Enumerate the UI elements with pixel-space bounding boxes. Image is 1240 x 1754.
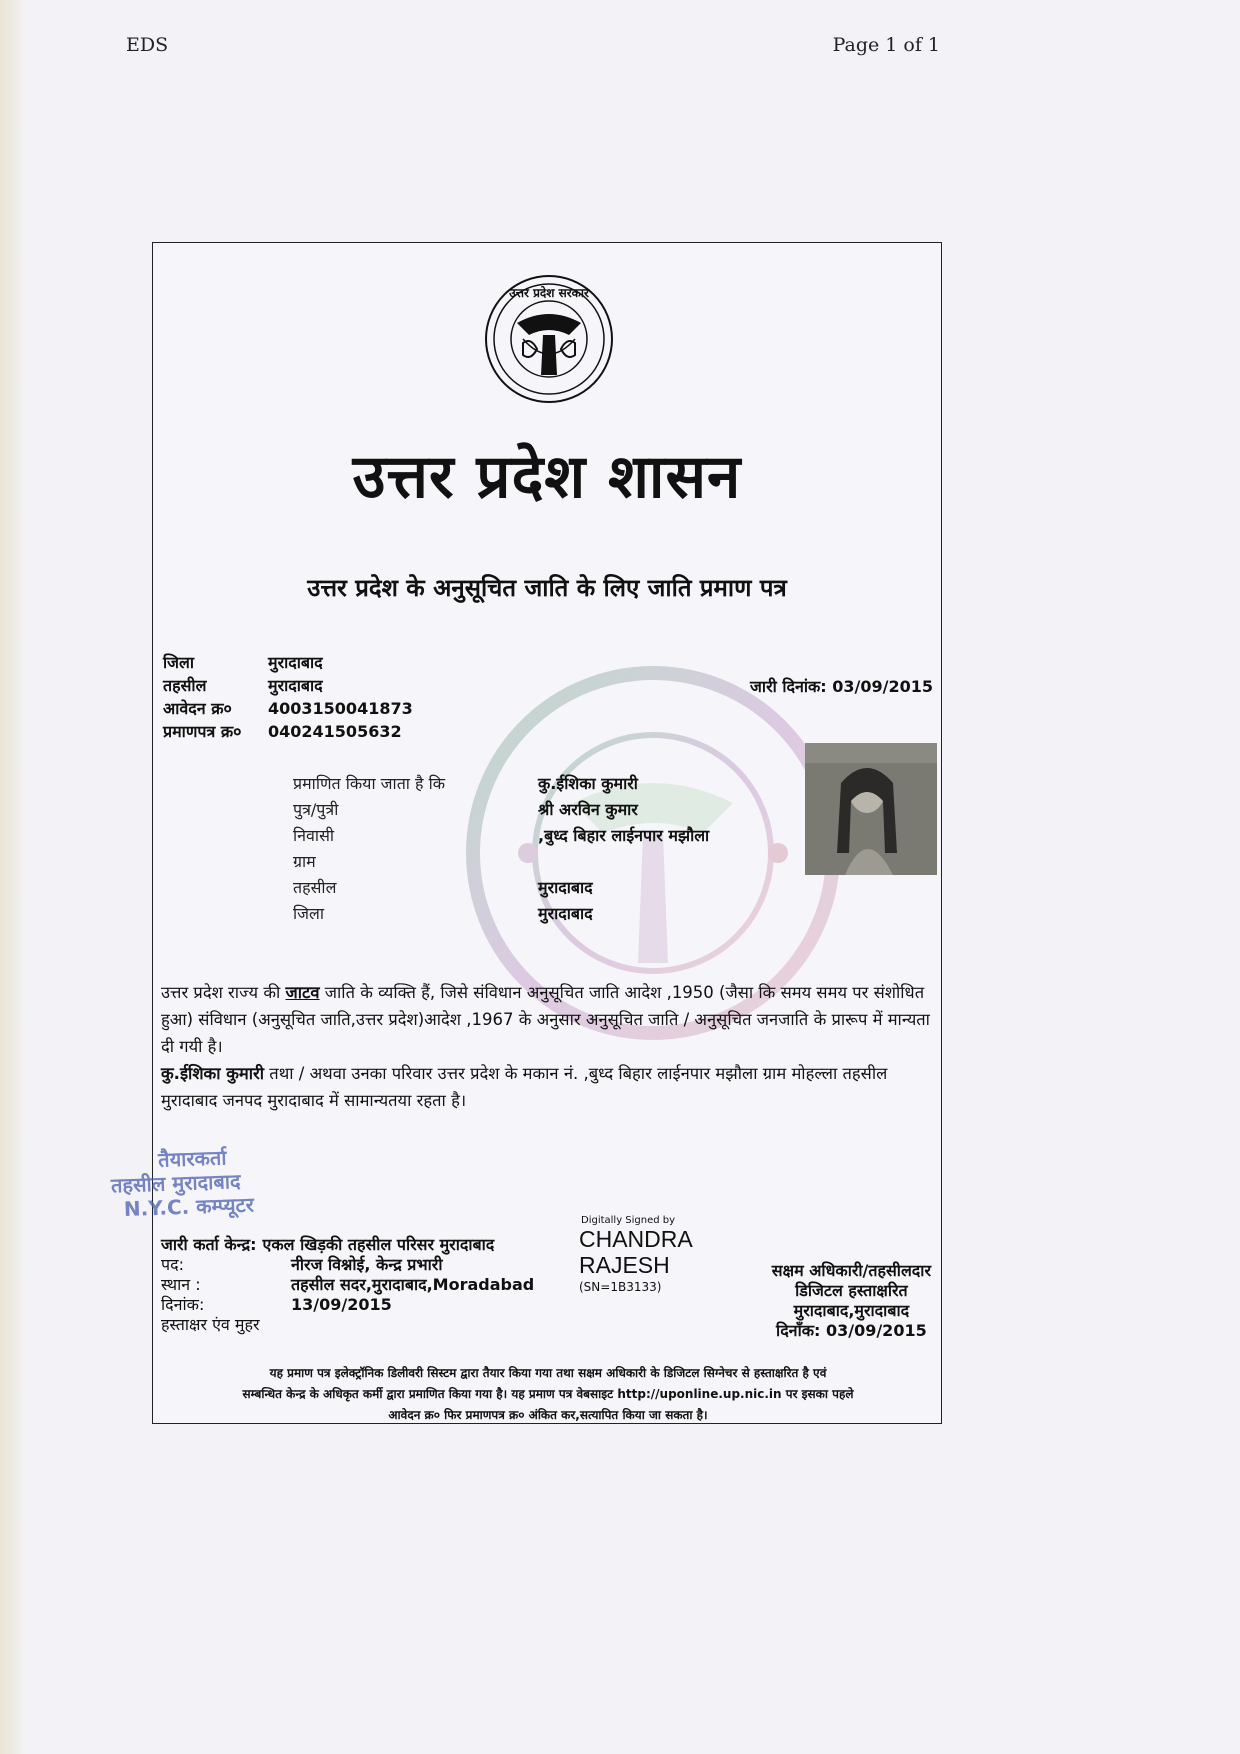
digital-signature-caption: Digitally Signed by: [581, 1215, 676, 1226]
application-label: आवेदन क्र०: [163, 699, 232, 718]
prepared-by-stamp: [110, 1145, 254, 1222]
field-label: तहसील: [293, 878, 337, 897]
body-text: उत्तर प्रदेश राज्य की: [161, 983, 286, 1002]
certificate-subtitle: उत्तर प्रदेश के अनुसूचित जाति के लिए जाति प्रमाण पत्र: [307, 574, 787, 602]
body-applicant-name: कु.ईशिका कुमारी: [161, 1064, 265, 1083]
issuer-center-label: जारी कर्ता केन्द्र:: [161, 1235, 257, 1254]
issuer-sign-label: हस्ताक्षर एंव मुहर: [161, 1315, 260, 1334]
field-row: [293, 771, 709, 797]
field-label: पुत्र/पुत्री: [293, 800, 339, 819]
digital-signature: [579, 1215, 693, 1294]
parent-name: श्री अरविन कुमार: [538, 800, 638, 819]
tehsil-value: मुरादाबाद: [268, 676, 323, 695]
field-row: [293, 901, 709, 927]
svg-text:उत्तर प्रदेश सरकार: उत्तर प्रदेश सरकार: [509, 286, 589, 300]
certificate-label: प्रमाणपत्र क्र०: [163, 722, 242, 741]
issue-date: जारी दिनांक: 03/09/2015: [750, 677, 933, 696]
issuer-post-label: पद:: [161, 1255, 184, 1274]
district-value: मुरादाबाद: [268, 653, 323, 672]
field-label: ग्राम: [293, 852, 316, 871]
field-row: [293, 797, 709, 823]
meta-block: [163, 651, 413, 743]
certificate: [110, 242, 942, 1424]
footer-note: [173, 1363, 923, 1426]
issuer-place-label: स्थान :: [161, 1275, 201, 1294]
applicant-photo: [805, 743, 937, 875]
field-label: निवासी: [293, 826, 335, 845]
tehsil-label: तहसील: [163, 676, 207, 695]
paper-edge: [0, 0, 26, 1754]
residence-value: ,बुध्द बिहार लाईनपार मझौला: [538, 826, 710, 845]
signer-name-line1: CHANDRA: [579, 1226, 693, 1252]
stamp-line: तहसील मुरादाबाद: [110, 1168, 241, 1198]
issuer-center: एकल खिड़की तहसील परिसर मुरादाबाद: [262, 1235, 495, 1254]
officer-location: मुरादाबाद,मुरादाबाद: [793, 1301, 910, 1320]
certificate-number: 040241505632: [268, 722, 402, 741]
footer-line: आवेदन क्र० फिर प्रमाणपत्र क्र० अंकित कर,सत्यापित किया जा सकता है।: [388, 1408, 708, 1422]
issuer-place: तहसील सदर,मुरादाबाद,Moradabad: [291, 1275, 535, 1294]
field-row: [293, 849, 709, 875]
issuer-block: [161, 1235, 534, 1335]
stamp-line: तैयारकर्ता: [157, 1145, 227, 1172]
page-header-left: EDS: [126, 34, 169, 56]
body-text: तथा / अथवा उनका परिवार उत्तर प्रदेश के मकान नं. ,बुध्द बिहार लाईनपार मझौला ग्राम मोहल्ला तहसील मुरादाबाद जनपद मुरादाबाद में सामान्यतया रहता है।: [161, 1064, 888, 1110]
district-field-value: मुरादाबाद: [538, 904, 593, 923]
footer-line: सम्बन्धित केन्द्र के अधिकृत कर्मी द्वारा प्रमाणित किया गया है। यह प्रमाण पत्र वेबसाइट http://uponline.up.nic.in पर इसका पहले: [242, 1387, 854, 1401]
caste-name: जाटव: [285, 983, 320, 1002]
tehsil-field-value: मुरादाबाद: [538, 878, 593, 897]
issuer-post: नीरज विश्नोई, केन्द्र प्रभारी: [291, 1255, 443, 1274]
district-label: जिला: [163, 653, 195, 672]
issuer-date-label: दिनांक:: [161, 1295, 205, 1314]
stamp-line: N.Y.C. कम्प्यूटर: [123, 1192, 255, 1222]
body-text: जाति के व्यक्ति हैं, जिसे संविधान अनुसूचित जाति आदेश ,1950 (जैसा कि समय समय पर संशोधित हुआ) संविधान (अनुसूचित जाति,उत्तर प्रदेश)आदेश ,1967 के अनुसार अनुसूचित जाति / अनुसूचित जनजाति के प्रारूप में मान्यता दी गयी है।: [161, 983, 930, 1056]
signer-name-line2: RAJESH: [579, 1252, 670, 1278]
up-government-emblem: [483, 273, 615, 405]
footer-line: यह प्रमाण पत्र इलेक्ट्रॉनिक डिलीवरी सिस्टम द्वारा तैयार किया गया तथा सक्षम अधिकारी के डिजिटल सिग्नेचर से हस्ताक्षरित है एवं: [269, 1366, 827, 1380]
officer-signed: डिजिटल हस्ताक्षरित: [795, 1281, 908, 1300]
field-row: [293, 875, 709, 901]
applicant-name: कु.ईशिका कुमारी: [538, 774, 638, 793]
applicant-fields: [293, 771, 709, 927]
officer-block: [772, 1261, 931, 1341]
field-label: प्रमाणित किया जाता है कि: [293, 774, 446, 793]
officer-title: सक्षम अधिकारी/तहसीलदार: [771, 1261, 931, 1280]
officer-date: दिनाँक: 03/09/2015: [776, 1321, 927, 1340]
page-title: उत्तर प्रदेश शासन: [352, 442, 742, 512]
page-header-right: Page 1 of 1: [832, 34, 940, 56]
field-row: [293, 823, 709, 849]
issuer-date: 13/09/2015: [291, 1295, 392, 1314]
application-number: 4003150041873: [268, 699, 413, 718]
field-label: जिला: [293, 904, 325, 923]
signer-serial: (SN=1B3133): [579, 1280, 662, 1294]
certificate-body: [161, 979, 931, 1114]
